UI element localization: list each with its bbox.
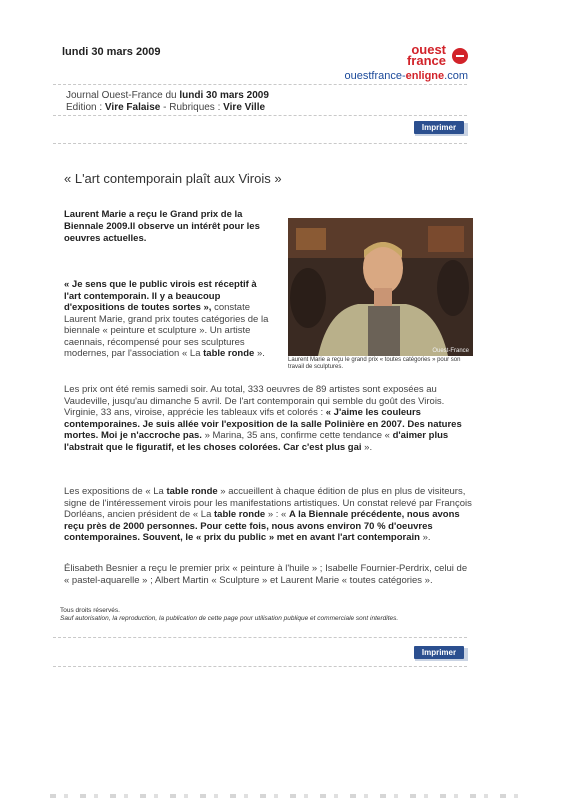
paragraph-2: Les prix ont été remis samedi soir. Au total, 333 oeuvres de 89 artistes sont exposées au Vaudeville, jusqu'au dimanche 5 avril. De l'art contemporain qui semble du goût des Virois. Virginie, 33 ans, viroise, apprécie les tableaux vifs et colorés : « J'aime les couleurs contemporaines. Je suis allée voir l'exposition de la salle Polinière en 2007. Des natures mortes. Moi je n'accroche pas. » Marina, 35 ans, confirme cette tendance « d'aimer plus l'abstrait que le figuratif, et les choses colorées. Car c'est plus gai ».: [64, 384, 462, 453]
article-lead: Laurent Marie a reçu le Grand prix de la Biennale 2009.Il observe un intérêt pour les oeuvres actuelles.: [64, 209, 260, 244]
logo-url: ouestfrance-enligne.com: [344, 70, 468, 82]
photo-credit: Ouest-France: [432, 348, 469, 354]
divider: [53, 637, 467, 638]
divider: [53, 115, 467, 116]
rights-notice: Tous droits réservés. Sauf autorisation, la reproduction, la publication de cette page pour utilisation publique et commerciale sont interdites.: [60, 607, 399, 622]
article-title: « L'art contemporain plaît aux Virois »: [64, 171, 282, 186]
print-button-bottom[interactable]: Imprimer: [414, 646, 464, 659]
divider: [53, 84, 467, 85]
article-meta: Journal Ouest-France du lundi 30 mars 2009 Edition : Vire Falaise - Rubriques : Vire Ville: [66, 90, 269, 113]
logo-circle-icon: [452, 48, 468, 64]
logo-text: ouest france: [406, 42, 446, 68]
ouest-france-logo[interactable]: [336, 44, 468, 84]
print-button-top[interactable]: Imprimer: [414, 121, 464, 134]
paragraph-1: « Je sens que le public virois est réceptif à l'art contemporain. Il y a beaucoup d'expositions de toutes sortes », constate Laurent Marie, grand prix toutes catégories de la biennale « peinture et sculpture ». Un artiste caennais, récompensé pour ses sculptures modernes, par l'association « La table ronde ».: [64, 279, 269, 359]
photo-caption: Laurent Marie a reçu le grand prix « toutes catégories » pour son travail de sculptures.: [288, 357, 461, 370]
divider: [53, 666, 467, 667]
paragraph-4: Élisabeth Besnier a reçu le premier prix « peinture à l'huile » ; Isabelle Fournier-Perdrix, celui de « pastel-aquarelle » ; Albert Martin « Sculpture » et Laurent Marie « toutes catégories ».: [64, 563, 468, 586]
paragraph-3: Les expositions de « La table ronde » accueillent à chaque édition de plus en plus de visiteurs, signe de l'intéressement virois pour les manifestations artistiques. Un constat relevé par François Dorléans, ancien président de « La table ronde » : « A la Biennale précédente, nous avons reçu près de 2000 personnes. Pour cette fois, nous avons environ 70 % d'oeuvres contemporaines. Souvent, le « prix du public » met en avant l'art contemporain ».: [64, 486, 472, 543]
scan-artifact: [50, 794, 530, 798]
divider: [53, 143, 467, 144]
page-date: lundi 30 mars 2009: [62, 46, 161, 58]
article-photo: [288, 218, 473, 356]
